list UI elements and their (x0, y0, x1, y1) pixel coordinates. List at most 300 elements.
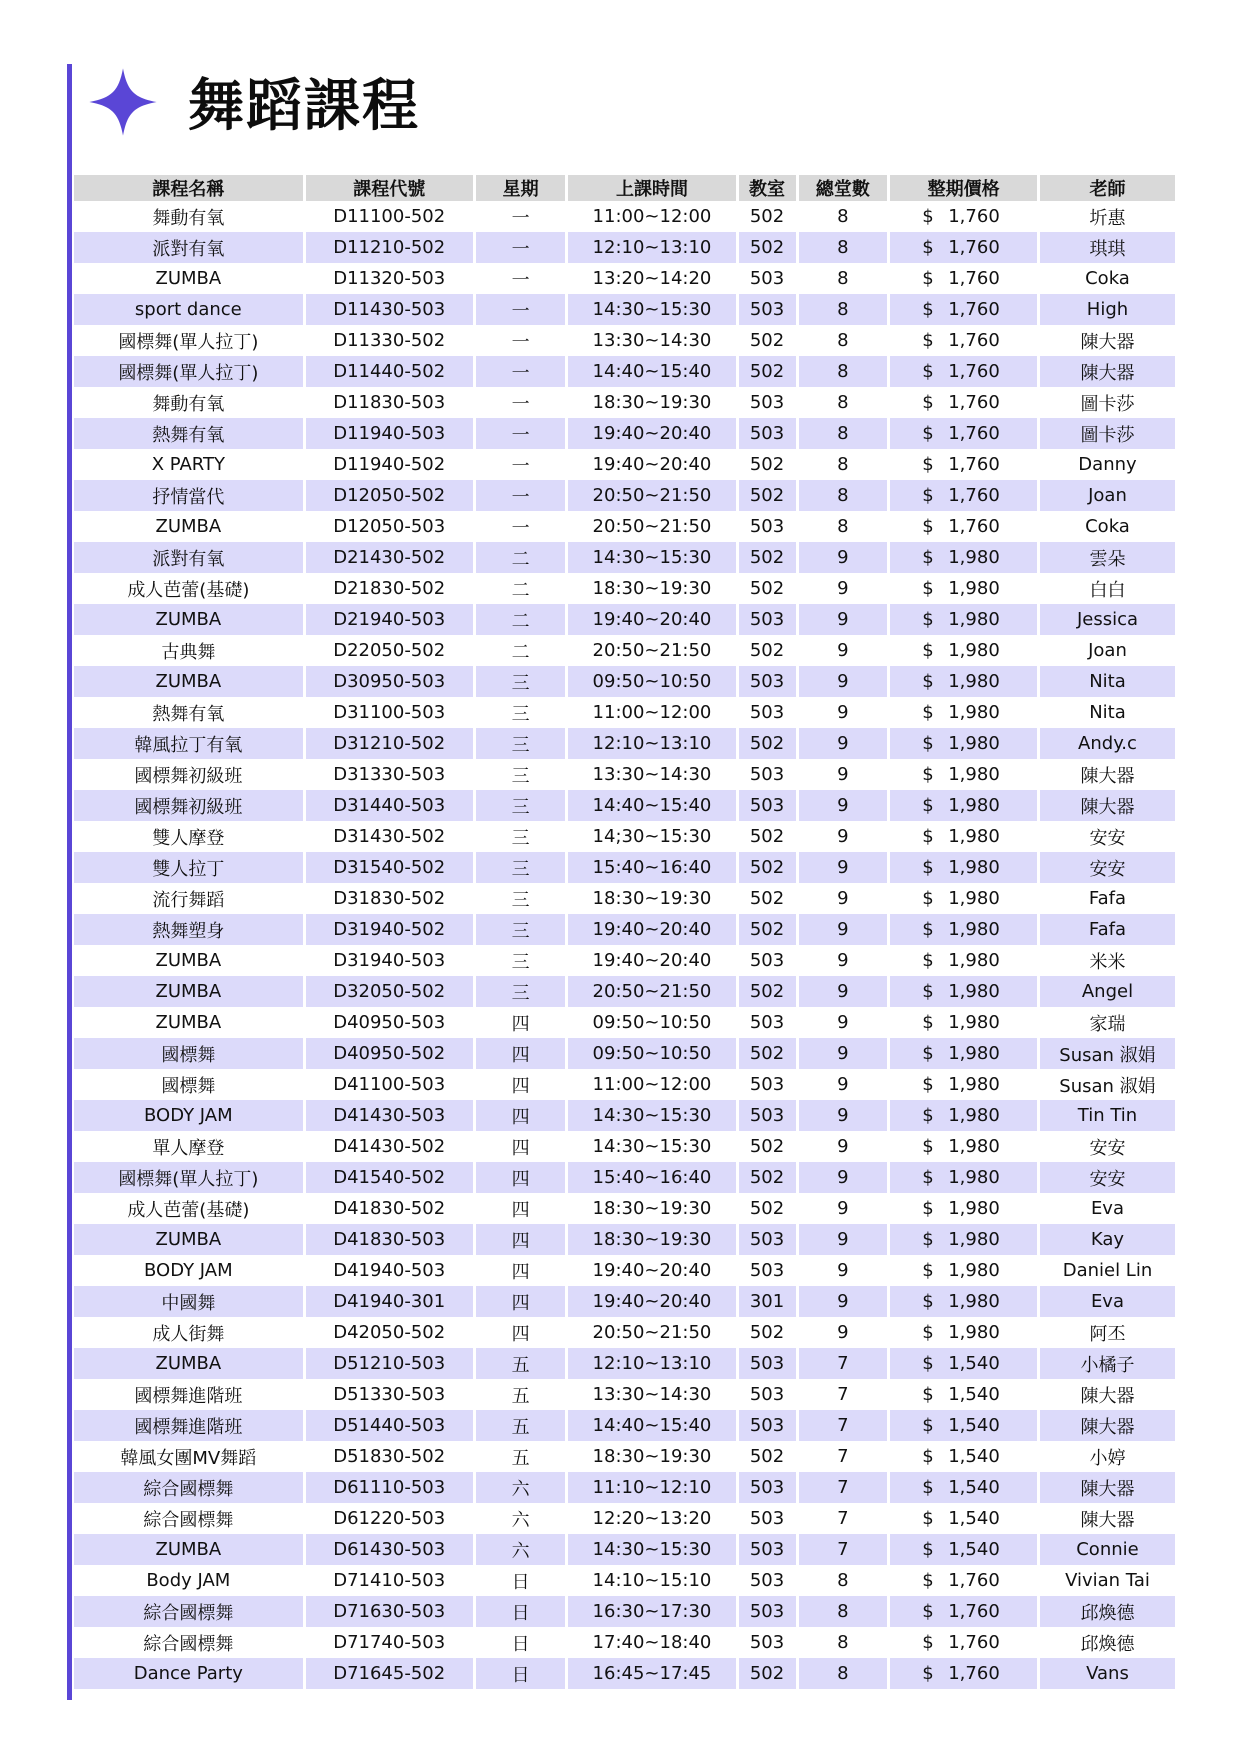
course-name-cell: 綜合國標舞 (74, 1627, 304, 1658)
currency-symbol: $ (922, 981, 934, 1002)
weekday-cell: 三 (474, 914, 567, 945)
price-amount: 1,760 (948, 1601, 1000, 1622)
table-row (74, 1441, 1175, 1472)
class-time-cell: 15:40~16:40 (567, 1162, 737, 1193)
price-cell (889, 883, 1039, 914)
currency-symbol: $ (922, 454, 934, 475)
course-name-cell: 熱舞塑身 (74, 914, 304, 945)
classroom-cell: 502 (737, 232, 797, 263)
table-row (74, 449, 1175, 480)
session-count-cell: 8 (797, 480, 889, 511)
price-cell (889, 418, 1039, 449)
table-row (74, 356, 1175, 387)
course-code-cell: D61110-503 (304, 1472, 474, 1503)
teacher-cell: 白白 (1089, 579, 1126, 601)
currency-symbol: $ (922, 1074, 934, 1095)
price-cell (889, 1007, 1039, 1038)
session-count-cell: 8 (797, 1627, 889, 1658)
session-count-cell: 9 (797, 1286, 889, 1317)
price-amount: 1,980 (948, 1229, 1000, 1250)
course-name-cell: 國標舞 (74, 1069, 304, 1100)
weekday-cell: 一 (474, 232, 567, 263)
classroom-cell: 502 (737, 356, 797, 387)
price-cell (889, 852, 1039, 883)
session-count-cell: 9 (797, 914, 889, 945)
table-row (74, 1410, 1175, 1441)
teacher-cell: Susan 淑娟 (1059, 1075, 1156, 1097)
teacher-cell: Susan 淑娟 (1059, 1044, 1156, 1066)
session-count-cell: 8 (797, 1596, 889, 1627)
course-code-cell: D40950-502 (304, 1038, 474, 1069)
currency-symbol: $ (922, 1632, 934, 1653)
class-time-cell: 12:10~13:10 (567, 1348, 737, 1379)
weekday-cell: 一 (474, 418, 567, 449)
currency-symbol: $ (922, 1198, 934, 1219)
table-row (74, 759, 1175, 790)
session-count-cell: 9 (797, 1038, 889, 1069)
classroom-cell: 502 (737, 573, 797, 604)
class-time-cell: 20:50~21:50 (567, 511, 737, 542)
weekday-cell: 五 (474, 1410, 567, 1441)
price-cell (889, 635, 1039, 666)
price-cell (889, 1658, 1039, 1689)
course-code-cell: D31830-502 (304, 883, 474, 914)
table-row (74, 1131, 1175, 1162)
weekday-cell: 三 (474, 976, 567, 1007)
table-row (74, 387, 1175, 418)
session-count-cell: 8 (797, 263, 889, 294)
price-amount: 1,980 (948, 1136, 1000, 1157)
weekday-cell: 三 (474, 852, 567, 883)
table-row (74, 1007, 1175, 1038)
class-time-cell: 11:00~12:00 (567, 697, 737, 728)
weekday-cell: 三 (474, 945, 567, 976)
weekday-cell: 一 (474, 294, 567, 325)
price-cell (889, 511, 1039, 542)
classroom-cell: 502 (737, 728, 797, 759)
course-name-cell: 成人街舞 (74, 1317, 304, 1348)
teacher-cell: Fafa (1088, 919, 1127, 940)
table-row (74, 821, 1175, 852)
weekday-cell: 四 (474, 1193, 567, 1224)
weekday-cell: 四 (474, 1100, 567, 1131)
table-row (74, 542, 1175, 573)
course-name-cell: 古典舞 (74, 635, 304, 666)
header-price: 整期價格 (889, 175, 1039, 201)
course-code-cell: D40950-503 (304, 1007, 474, 1038)
teacher-cell: Nita (1089, 702, 1126, 723)
teacher-cell: 安安 (1089, 858, 1126, 880)
course-name-cell: 舞動有氧 (74, 201, 304, 232)
course-name-cell: 國標舞(單人拉丁) (74, 1162, 304, 1193)
course-code-cell: D61220-503 (304, 1503, 474, 1534)
price-cell (889, 821, 1039, 852)
course-code-cell: D11830-503 (304, 387, 474, 418)
table-row (74, 418, 1175, 449)
class-time-cell: 12:10~13:10 (567, 232, 737, 263)
teacher-cell: 陳大器 (1080, 1385, 1135, 1407)
price-cell (889, 976, 1039, 1007)
currency-symbol: $ (922, 1012, 934, 1033)
teacher-cell: 陳大器 (1080, 765, 1135, 787)
course-name-cell: 國標舞進階班 (74, 1410, 304, 1441)
course-name-cell: 韓風拉丁有氧 (74, 728, 304, 759)
session-count-cell: 9 (797, 666, 889, 697)
currency-symbol: $ (922, 702, 934, 723)
price-cell (889, 1410, 1039, 1441)
course-code-cell: D11100-502 (304, 201, 474, 232)
class-time-cell: 13:30~14:30 (567, 325, 737, 356)
price-amount: 1,980 (948, 1260, 1000, 1281)
price-amount: 1,760 (948, 206, 1000, 227)
price-amount: 1,540 (948, 1353, 1000, 1374)
classroom-cell: 503 (737, 511, 797, 542)
teacher-cell: 邱煥德 (1080, 1602, 1135, 1624)
price-amount: 1,980 (948, 857, 1000, 878)
course-name-cell: 熱舞有氧 (74, 697, 304, 728)
price-amount: 1,540 (948, 1415, 1000, 1436)
session-count-cell: 8 (797, 201, 889, 232)
price-cell (889, 1441, 1039, 1472)
course-code-cell: D41940-301 (304, 1286, 474, 1317)
classroom-cell: 502 (737, 1162, 797, 1193)
table-row (74, 1503, 1175, 1534)
course-code-cell: D41430-503 (304, 1100, 474, 1131)
classroom-cell: 503 (737, 1224, 797, 1255)
weekday-cell: 四 (474, 1007, 567, 1038)
course-code-cell: D11430-503 (304, 294, 474, 325)
classroom-cell: 503 (737, 945, 797, 976)
teacher-cell: 陳大器 (1080, 1416, 1135, 1438)
weekday-cell: 一 (474, 263, 567, 294)
page-title: 舞蹈課程 (188, 74, 420, 139)
price-amount: 1,980 (948, 764, 1000, 785)
price-cell (889, 1627, 1039, 1658)
table-row (74, 697, 1175, 728)
currency-symbol: $ (922, 1322, 934, 1343)
course-code-cell: D21940-503 (304, 604, 474, 635)
currency-symbol: $ (922, 330, 934, 351)
teacher-cell: Angel (1081, 981, 1134, 1002)
teacher-cell: 小橘子 (1080, 1354, 1135, 1376)
classroom-cell: 503 (737, 1007, 797, 1038)
price-cell (889, 604, 1039, 635)
header-session-count: 總堂數 (797, 175, 889, 201)
teacher-cell: Daniel Lin (1062, 1260, 1153, 1281)
price-cell (889, 1503, 1039, 1534)
session-count-cell: 9 (797, 1317, 889, 1348)
course-code-cell: D51440-503 (304, 1410, 474, 1441)
class-time-cell: 14:30~15:30 (567, 1100, 737, 1131)
table-row (74, 1534, 1175, 1565)
currency-symbol: $ (922, 1477, 934, 1498)
course-code-cell: D11940-503 (304, 418, 474, 449)
weekday-cell: 二 (474, 604, 567, 635)
classroom-cell: 502 (737, 883, 797, 914)
session-count-cell: 8 (797, 232, 889, 263)
course-name-cell: ZUMBA (74, 666, 304, 697)
course-code-cell: D12050-502 (304, 480, 474, 511)
teacher-cell: 圖卡莎 (1080, 424, 1135, 446)
classroom-cell: 503 (737, 1069, 797, 1100)
course-name-cell: 成人芭蕾(基礎) (74, 573, 304, 604)
session-count-cell: 8 (797, 511, 889, 542)
table-row (74, 852, 1175, 883)
weekday-cell: 三 (474, 790, 567, 821)
currency-symbol: $ (922, 950, 934, 971)
weekday-cell: 日 (474, 1627, 567, 1658)
teacher-cell: Nita (1089, 671, 1126, 692)
table-row (74, 1596, 1175, 1627)
price-cell (889, 697, 1039, 728)
price-amount: 1,980 (948, 1291, 1000, 1312)
classroom-cell: 503 (737, 387, 797, 418)
course-name-cell: 綜合國標舞 (74, 1596, 304, 1627)
weekday-cell: 一 (474, 480, 567, 511)
classroom-cell: 502 (737, 449, 797, 480)
currency-symbol: $ (922, 1105, 934, 1126)
classroom-cell: 502 (737, 325, 797, 356)
price-amount: 1,760 (948, 423, 1000, 444)
class-time-cell: 11:10~12:10 (567, 1472, 737, 1503)
table-row (74, 883, 1175, 914)
course-code-cell: D61430-503 (304, 1534, 474, 1565)
price-amount: 1,760 (948, 237, 1000, 258)
class-time-cell: 16:30~17:30 (567, 1596, 737, 1627)
session-count-cell: 8 (797, 418, 889, 449)
currency-symbol: $ (922, 485, 934, 506)
price-cell (889, 1100, 1039, 1131)
session-count-cell: 7 (797, 1379, 889, 1410)
session-count-cell: 9 (797, 759, 889, 790)
table-row (74, 1193, 1175, 1224)
price-cell (889, 1193, 1039, 1224)
class-time-cell: 11:00~12:00 (567, 201, 737, 232)
class-time-cell: 19:40~20:40 (567, 914, 737, 945)
price-amount: 1,760 (948, 361, 1000, 382)
classroom-cell: 503 (737, 604, 797, 635)
price-amount: 1,760 (948, 330, 1000, 351)
course-code-cell: D41430-502 (304, 1131, 474, 1162)
session-count-cell: 9 (797, 1162, 889, 1193)
currency-symbol: $ (922, 857, 934, 878)
course-name-cell: BODY JAM (74, 1255, 304, 1286)
price-amount: 1,760 (948, 392, 1000, 413)
session-count-cell: 9 (797, 635, 889, 666)
four-point-star-icon (88, 67, 158, 137)
table-row (74, 1658, 1175, 1689)
price-cell (889, 449, 1039, 480)
currency-symbol: $ (922, 578, 934, 599)
session-count-cell: 9 (797, 604, 889, 635)
header-weekday: 星期 (474, 175, 567, 201)
classroom-cell: 502 (737, 480, 797, 511)
table-row (74, 1162, 1175, 1193)
course-code-cell: D71630-503 (304, 1596, 474, 1627)
teacher-cell: Vivian Tai (1065, 1570, 1150, 1591)
class-time-cell: 14:30~15:30 (567, 1534, 737, 1565)
currency-symbol: $ (922, 1415, 934, 1436)
teacher-cell: 陳大器 (1080, 1478, 1135, 1500)
classroom-cell: 503 (737, 263, 797, 294)
class-time-cell: 14;30~15:30 (567, 821, 737, 852)
class-time-cell: 19:40~20:40 (567, 449, 737, 480)
table-row (74, 1255, 1175, 1286)
table-row (74, 201, 1175, 232)
teacher-cell: Coka (1085, 516, 1130, 537)
price-cell (889, 387, 1039, 418)
currency-symbol: $ (922, 733, 934, 754)
course-code-cell: D71645-502 (304, 1658, 474, 1689)
class-time-cell: 16:45~17:45 (567, 1658, 737, 1689)
course-code-cell: D31330-503 (304, 759, 474, 790)
price-amount: 1,980 (948, 1012, 1000, 1033)
price-cell (889, 1348, 1039, 1379)
course-name-cell: 抒情當代 (74, 480, 304, 511)
price-cell (889, 201, 1039, 232)
price-amount: 1,980 (948, 1105, 1000, 1126)
classroom-cell: 503 (737, 790, 797, 821)
weekday-cell: 三 (474, 666, 567, 697)
table-body (74, 201, 1175, 1689)
price-amount: 1,980 (948, 1322, 1000, 1343)
course-code-cell: D30950-503 (304, 666, 474, 697)
class-time-cell: 20:50~21:50 (567, 635, 737, 666)
class-time-cell: 11:00~12:00 (567, 1069, 737, 1100)
currency-symbol: $ (922, 268, 934, 289)
teacher-cell: Joan (1088, 640, 1127, 661)
price-amount: 1,980 (948, 609, 1000, 630)
classroom-cell: 502 (737, 1193, 797, 1224)
classroom-cell: 502 (737, 542, 797, 573)
class-time-cell: 13:30~14:30 (567, 1379, 737, 1410)
table-row (74, 635, 1175, 666)
currency-symbol: $ (922, 1167, 934, 1188)
table-row (74, 511, 1175, 542)
price-cell (889, 1038, 1039, 1069)
price-cell (889, 263, 1039, 294)
course-code-cell: D31440-503 (304, 790, 474, 821)
table-row (74, 914, 1175, 945)
weekday-cell: 一 (474, 356, 567, 387)
class-time-cell: 09:50~10:50 (567, 1007, 737, 1038)
classroom-cell: 503 (737, 1100, 797, 1131)
class-time-cell: 19:40~20:40 (567, 1255, 737, 1286)
course-name-cell: ZUMBA (74, 1007, 304, 1038)
course-code-cell: D22050-502 (304, 635, 474, 666)
session-count-cell: 8 (797, 356, 889, 387)
teacher-cell: 家瑞 (1089, 1013, 1126, 1035)
course-code-cell: D71740-503 (304, 1627, 474, 1658)
course-code-cell: D41830-503 (304, 1224, 474, 1255)
price-amount: 1,540 (948, 1384, 1000, 1405)
session-count-cell: 8 (797, 294, 889, 325)
price-cell (889, 1069, 1039, 1100)
classroom-cell: 503 (737, 1255, 797, 1286)
classroom-cell: 503 (737, 1379, 797, 1410)
class-time-cell: 14:30~15:30 (567, 1131, 737, 1162)
table-row (74, 1286, 1175, 1317)
price-cell (889, 759, 1039, 790)
session-count-cell: 9 (797, 573, 889, 604)
classroom-cell: 503 (737, 759, 797, 790)
classroom-cell: 502 (737, 201, 797, 232)
course-code-cell: D11440-502 (304, 356, 474, 387)
course-code-cell: D11320-503 (304, 263, 474, 294)
course-name-cell: ZUMBA (74, 976, 304, 1007)
teacher-cell: 陳大器 (1080, 331, 1135, 353)
weekday-cell: 三 (474, 821, 567, 852)
weekday-cell: 五 (474, 1441, 567, 1472)
price-amount: 1,980 (948, 702, 1000, 723)
currency-symbol: $ (922, 1136, 934, 1157)
classroom-cell: 503 (737, 1565, 797, 1596)
session-count-cell: 7 (797, 1472, 889, 1503)
table-row (74, 666, 1175, 697)
teacher-cell: 雲朵 (1089, 548, 1126, 570)
class-time-cell: 18:30~19:30 (567, 573, 737, 604)
currency-symbol: $ (922, 299, 934, 320)
header-class-time: 上課時間 (567, 175, 737, 201)
weekday-cell: 一 (474, 449, 567, 480)
classroom-cell: 503 (737, 697, 797, 728)
weekday-cell: 一 (474, 325, 567, 356)
teacher-cell: Vans (1086, 1663, 1129, 1684)
currency-symbol: $ (922, 795, 934, 816)
currency-symbol: $ (922, 1260, 934, 1281)
price-amount: 1,760 (948, 268, 1000, 289)
session-count-cell: 9 (797, 1255, 889, 1286)
currency-symbol: $ (922, 1601, 934, 1622)
weekday-cell: 四 (474, 1286, 567, 1317)
class-time-cell: 14:40~15:40 (567, 790, 737, 821)
header-teacher: 老師 (1089, 179, 1126, 200)
classroom-cell: 503 (737, 1596, 797, 1627)
classroom-cell: 503 (737, 1627, 797, 1658)
teacher-cell: Fafa (1088, 888, 1127, 909)
session-count-cell: 9 (797, 1100, 889, 1131)
course-code-cell: D31940-503 (304, 945, 474, 976)
classroom-cell: 503 (737, 294, 797, 325)
teacher-cell: Andy.c (1078, 733, 1137, 754)
weekday-cell: 三 (474, 883, 567, 914)
price-amount: 1,980 (948, 578, 1000, 599)
table-row (74, 1224, 1175, 1255)
price-cell (889, 1224, 1039, 1255)
table-row (74, 573, 1175, 604)
class-time-cell: 19:40~20:40 (567, 945, 737, 976)
class-time-cell: 14:30~15:30 (567, 294, 737, 325)
session-count-cell: 8 (797, 449, 889, 480)
currency-symbol: $ (922, 826, 934, 847)
currency-symbol: $ (922, 1446, 934, 1467)
course-code-cell: D51210-503 (304, 1348, 474, 1379)
price-amount: 1,760 (948, 516, 1000, 537)
currency-symbol: $ (922, 1570, 934, 1591)
teacher-cell: 陳大器 (1080, 1509, 1135, 1531)
table-row (74, 1069, 1175, 1100)
price-amount: 1,980 (948, 950, 1000, 971)
course-name-cell: BODY JAM (74, 1100, 304, 1131)
session-count-cell: 9 (797, 1193, 889, 1224)
course-name-cell: 派對有氧 (74, 542, 304, 573)
course-name-cell: ZUMBA (74, 511, 304, 542)
price-cell (889, 1379, 1039, 1410)
session-count-cell: 9 (797, 883, 889, 914)
course-name-cell: Dance Party (74, 1658, 304, 1689)
price-amount: 1,980 (948, 795, 1000, 816)
currency-symbol: $ (922, 423, 934, 444)
